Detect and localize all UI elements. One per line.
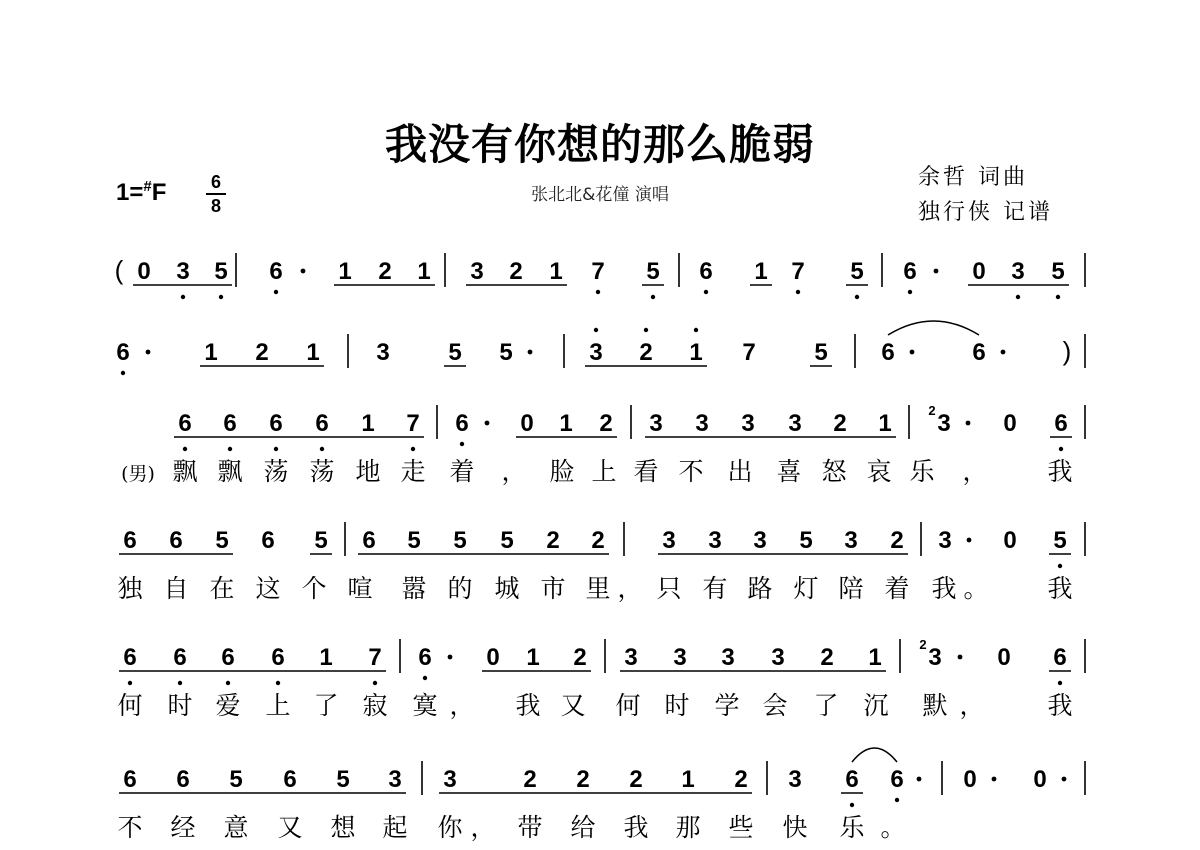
lyric-char: 会 <box>762 691 788 720</box>
note-3: 3 <box>753 527 767 554</box>
lyric-char: 乐 <box>839 813 865 842</box>
note-0: 0 <box>1003 410 1017 437</box>
singer-tag: (男) <box>121 463 155 485</box>
lyric-char: 。 <box>880 813 906 842</box>
song-title: 我没有你想的那么脆弱 <box>384 120 815 169</box>
augmentation-dot <box>910 350 915 355</box>
open-paren: ( <box>114 255 124 285</box>
lyric-char: 市 <box>540 574 566 603</box>
note-5: 5 <box>229 766 243 793</box>
lyric-char: 那 <box>675 813 701 842</box>
high-octave-dot <box>644 328 648 332</box>
lyric-char: 嚣 <box>401 574 427 603</box>
note-2: 2 <box>629 766 643 793</box>
note-6: 6 <box>699 258 713 285</box>
lyric-char: 想 <box>330 813 356 842</box>
lyric-char: 的 <box>447 574 473 603</box>
note-7: 7 <box>791 258 805 285</box>
low-octave-dot <box>423 676 427 680</box>
lyric-char: 荡 <box>309 457 335 486</box>
note-3: 3 <box>928 644 942 671</box>
low-octave-dot <box>1058 564 1062 568</box>
lyric-char: 我 <box>515 691 541 720</box>
low-octave-dot <box>178 681 182 685</box>
low-octave-dot <box>183 447 187 451</box>
grace-note: 2 <box>919 637 927 652</box>
note-6: 6 <box>178 410 192 437</box>
time-signature-top: 6 <box>210 172 221 192</box>
note-6: 6 <box>362 527 376 554</box>
lyric-char: ， <box>501 457 527 486</box>
augmentation-dot <box>917 777 922 782</box>
lyric-char: 只 <box>656 574 682 603</box>
note-2: 2 <box>546 527 560 554</box>
note-5: 5 <box>407 527 421 554</box>
lyric-char: 陪 <box>838 574 864 603</box>
lyric-char: 学 <box>714 691 740 720</box>
note-2: 2 <box>576 766 590 793</box>
note-6: 6 <box>173 644 187 671</box>
lyric-char: 乐 <box>909 457 935 486</box>
note-6: 6 <box>315 410 329 437</box>
lyric-char: 。 <box>963 574 989 603</box>
note-6: 6 <box>903 258 917 285</box>
note-1: 1 <box>549 258 563 285</box>
low-octave-dot <box>274 290 278 294</box>
lyric-char: 上 <box>265 691 291 720</box>
lyric-char: 寞 <box>412 691 438 720</box>
note-0: 0 <box>972 258 986 285</box>
lyric-char: 走 <box>400 457 426 486</box>
lyric-char: 又 <box>277 813 303 842</box>
key-note: F <box>151 179 167 206</box>
note-6: 6 <box>221 644 235 671</box>
lyric-char: ， <box>617 574 643 603</box>
note-5: 5 <box>646 258 660 285</box>
note-6: 6 <box>176 766 190 793</box>
note-6: 6 <box>1053 644 1067 671</box>
note-3: 3 <box>662 527 676 554</box>
lyric-char: 着 <box>884 574 910 603</box>
note-6: 6 <box>271 644 285 671</box>
note-5: 5 <box>314 527 328 554</box>
note-0: 0 <box>486 644 500 671</box>
lyric-char: 我 <box>1047 691 1073 720</box>
low-octave-dot <box>228 447 232 451</box>
note-1: 1 <box>417 258 431 285</box>
note-5: 5 <box>814 339 828 366</box>
note-6: 6 <box>223 410 237 437</box>
augmentation-dot <box>485 421 490 426</box>
low-octave-dot <box>373 681 377 685</box>
note-3: 3 <box>673 644 687 671</box>
note-5: 5 <box>453 527 467 554</box>
lyric-char: 我 <box>1047 457 1073 486</box>
note-6: 6 <box>169 527 183 554</box>
note-3: 3 <box>937 410 951 437</box>
sharp-sign: # <box>143 178 152 195</box>
note-5: 5 <box>799 527 813 554</box>
note-6: 6 <box>261 527 275 554</box>
note-5: 5 <box>214 258 228 285</box>
lyric-char: 在 <box>209 574 235 603</box>
low-octave-dot <box>121 371 125 375</box>
low-octave-dot <box>1056 295 1060 299</box>
low-octave-dot <box>226 681 230 685</box>
lyric-char: 时 <box>664 691 690 720</box>
high-octave-dot <box>694 328 698 332</box>
lyric-char: 了 <box>313 691 339 720</box>
lyric-char: 这 <box>255 574 281 603</box>
note-3: 3 <box>695 410 709 437</box>
note-2: 2 <box>890 527 904 554</box>
lyric-char: 默 <box>922 691 948 720</box>
note-0: 0 <box>1003 527 1017 554</box>
note-1: 1 <box>319 644 333 671</box>
note-3: 3 <box>741 410 755 437</box>
note-3: 3 <box>589 339 603 366</box>
note-0: 0 <box>1033 766 1047 793</box>
lyric-char: 荡 <box>263 457 289 486</box>
low-octave-dot <box>1059 447 1063 451</box>
note-0: 0 <box>997 644 1011 671</box>
grace-note: 2 <box>928 403 936 418</box>
low-octave-dot <box>274 447 278 451</box>
lyric-char: 飘 <box>217 457 243 486</box>
note-2: 2 <box>734 766 748 793</box>
note-3: 3 <box>388 766 402 793</box>
lyric-char: 路 <box>747 574 773 603</box>
lyric-char: 我 <box>623 813 649 842</box>
note-6: 6 <box>116 339 130 366</box>
low-octave-dot <box>128 681 132 685</box>
low-octave-dot <box>276 681 280 685</box>
note-5: 5 <box>500 527 514 554</box>
note-6: 6 <box>890 766 904 793</box>
note-1: 1 <box>338 258 352 285</box>
lyric-char: 地 <box>355 457 381 486</box>
lyric-char: 不 <box>678 457 704 486</box>
low-octave-dot <box>219 295 223 299</box>
low-octave-dot <box>181 295 185 299</box>
lyric-char: 不 <box>117 813 143 842</box>
note-2: 2 <box>255 339 269 366</box>
note-6: 6 <box>283 766 297 793</box>
augmentation-dot <box>301 269 306 274</box>
time-signature-bottom: 8 <box>210 196 221 216</box>
note-6: 6 <box>1054 410 1068 437</box>
key-prefix: 1= <box>116 179 144 206</box>
lyric-char: 给 <box>570 813 596 842</box>
low-octave-dot <box>908 290 912 294</box>
low-octave-dot <box>411 447 415 451</box>
note-6: 6 <box>972 339 986 366</box>
lyric-char: 脸 <box>549 457 575 486</box>
note-3: 3 <box>938 527 952 554</box>
lyric-char: 何 <box>615 691 641 720</box>
lyric-char: 怒 <box>821 457 847 486</box>
low-octave-dot <box>1016 295 1020 299</box>
note-1: 1 <box>204 339 218 366</box>
note-1: 1 <box>878 410 892 437</box>
lyric-char: 又 <box>560 691 586 720</box>
lyric-char: 看 <box>633 457 659 486</box>
note-0: 0 <box>137 258 151 285</box>
augmentation-dot <box>934 269 939 274</box>
lyric-char: 喜 <box>776 457 802 486</box>
note-2: 2 <box>573 644 587 671</box>
note-6: 6 <box>123 766 137 793</box>
note-0: 0 <box>520 410 534 437</box>
note-2: 2 <box>591 527 605 554</box>
note-6: 6 <box>881 339 895 366</box>
augmentation-dot <box>448 655 453 660</box>
lyric-char: 喧 <box>347 574 373 603</box>
note-1: 1 <box>868 644 882 671</box>
lyric-char: 城 <box>494 574 520 603</box>
note-2: 2 <box>599 410 613 437</box>
low-octave-dot <box>651 295 655 299</box>
lyric-char: 里 <box>585 574 611 603</box>
note-6: 6 <box>455 410 469 437</box>
note-6: 6 <box>269 258 283 285</box>
augmentation-dot <box>1001 350 1006 355</box>
note-1: 1 <box>526 644 540 671</box>
note-7: 7 <box>406 410 420 437</box>
low-octave-dot <box>850 803 854 807</box>
high-octave-dot <box>594 328 598 332</box>
note-3: 3 <box>649 410 663 437</box>
augmentation-dot <box>992 777 997 782</box>
lyric-char: 时 <box>167 691 193 720</box>
note-3: 3 <box>176 258 190 285</box>
low-octave-dot <box>1058 681 1062 685</box>
note-5: 5 <box>850 258 864 285</box>
note-1: 1 <box>681 766 695 793</box>
note-7: 7 <box>368 644 382 671</box>
lyric-char: ， <box>449 691 475 720</box>
augmentation-dot <box>966 421 971 426</box>
note-5: 5 <box>448 339 462 366</box>
note-1: 1 <box>559 410 573 437</box>
note-1: 1 <box>689 339 703 366</box>
note-3: 3 <box>443 766 457 793</box>
note-5: 5 <box>215 527 229 554</box>
note-3: 3 <box>470 258 484 285</box>
note-6: 6 <box>845 766 859 793</box>
note-2: 2 <box>523 766 537 793</box>
note-5: 5 <box>336 766 350 793</box>
lyric-char: 上 <box>591 457 617 486</box>
transcriber-credit: 独行侠 记谱 <box>918 200 1053 225</box>
augmentation-dot <box>528 350 533 355</box>
lyric-char: 起 <box>382 813 408 842</box>
augmentation-dot <box>958 655 963 660</box>
note-6: 6 <box>123 527 137 554</box>
composer-credit: 余哲 词曲 <box>918 165 1028 190</box>
note-1: 1 <box>306 339 320 366</box>
lyric-char: ， <box>959 691 985 720</box>
note-3: 3 <box>788 766 802 793</box>
lyric-char: 自 <box>163 574 189 603</box>
slur <box>852 748 897 762</box>
lyric-char: ， <box>470 813 496 842</box>
lyric-char: 寂 <box>362 691 388 720</box>
low-octave-dot <box>460 442 464 446</box>
slur <box>888 321 979 335</box>
note-3: 3 <box>721 644 735 671</box>
augmentation-dot <box>1062 777 1067 782</box>
lyric-char: 意 <box>223 813 249 842</box>
lyric-char: 独 <box>117 574 143 603</box>
lyric-char: ， <box>962 457 988 486</box>
note-7: 7 <box>742 339 756 366</box>
note-2: 2 <box>639 339 653 366</box>
lyric-char: 着 <box>449 457 475 486</box>
lyric-char: 何 <box>117 691 143 720</box>
low-octave-dot <box>895 798 899 802</box>
lyric-char: 个 <box>301 574 327 603</box>
note-5: 5 <box>1051 258 1065 285</box>
note-5: 5 <box>1053 527 1067 554</box>
low-octave-dot <box>320 447 324 451</box>
lyric-char: 灯 <box>793 574 819 603</box>
note-3: 3 <box>624 644 638 671</box>
lyric-char: 有 <box>702 574 728 603</box>
lyric-char: 爱 <box>215 691 241 720</box>
close-paren: ) <box>1062 336 1072 366</box>
note-3: 3 <box>844 527 858 554</box>
lyric-char: 带 <box>517 813 543 842</box>
lyric-char: 沉 <box>863 691 889 720</box>
lyric-char: 些 <box>728 813 754 842</box>
low-octave-dot <box>796 290 800 294</box>
low-octave-dot <box>704 290 708 294</box>
lyric-char: 经 <box>170 813 196 842</box>
note-6: 6 <box>123 644 137 671</box>
augmentation-dot <box>967 538 972 543</box>
note-7: 7 <box>591 258 605 285</box>
note-0: 0 <box>963 766 977 793</box>
note-5: 5 <box>499 339 513 366</box>
note-1: 1 <box>361 410 375 437</box>
lyric-char: 我 <box>931 574 957 603</box>
singer-credit: 张北北&花僮 演唱 <box>531 185 669 205</box>
note-6: 6 <box>269 410 283 437</box>
note-2: 2 <box>820 644 834 671</box>
note-2: 2 <box>509 258 523 285</box>
lyric-char: 出 <box>727 457 753 486</box>
lyric-char: 哀 <box>866 457 892 486</box>
note-2: 2 <box>833 410 847 437</box>
note-1: 1 <box>754 258 768 285</box>
lyric-char: 飘 <box>172 457 198 486</box>
note-6: 6 <box>418 644 432 671</box>
note-2: 2 <box>378 258 392 285</box>
note-3: 3 <box>1011 258 1025 285</box>
lyric-char: 快 <box>782 813 808 842</box>
lyric-char: 我 <box>1047 574 1073 603</box>
note-3: 3 <box>376 339 390 366</box>
note-3: 3 <box>708 527 722 554</box>
lyric-char: 你 <box>437 813 463 842</box>
low-octave-dot <box>855 295 859 299</box>
lyric-char: 了 <box>813 691 839 720</box>
augmentation-dot <box>146 350 151 355</box>
note-3: 3 <box>788 410 802 437</box>
low-octave-dot <box>596 290 600 294</box>
note-3: 3 <box>771 644 785 671</box>
